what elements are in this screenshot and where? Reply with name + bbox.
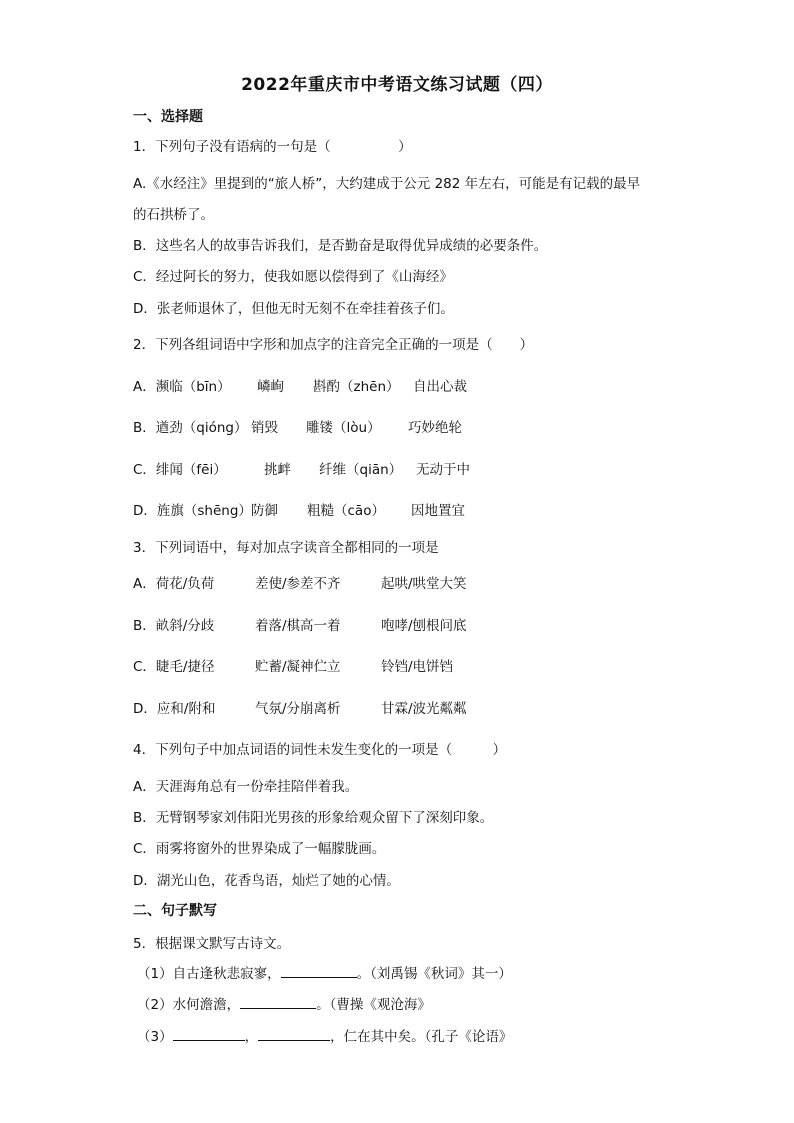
question-2-option-d [133, 499, 653, 517]
option-part: 巧妙绝轮 [408, 420, 462, 436]
question-5-line-2 [137, 993, 431, 1013]
question-3-option-a [133, 572, 653, 590]
question-1-option-b: B．这些名人的故事告诉我们，是否勤奋是取得优异成绩的必要条件。 [133, 238, 548, 254]
option-part: 防御 [251, 503, 278, 519]
line-text: （2）水何澹澹， [137, 997, 241, 1013]
line-text: （3） [137, 1029, 173, 1045]
option-part: B．畝斜/分歧 [133, 618, 215, 634]
question-4-option-c: C．雨雾将窗外的世界染成了一幅朦胧画。 [133, 841, 386, 857]
question-5-stem: 5．根据课文默写古诗文。 [133, 936, 291, 952]
option-part: 斟酌（zhēn） [313, 379, 400, 395]
option-part: 着落/棋高一着 [255, 618, 341, 634]
option-part: B．遒劲（qióng） [133, 420, 248, 436]
option-part: 贮蓄/凝神伫立 [255, 659, 341, 675]
question-4-option-b: B．无臂钢琴家刘伟阳光男孩的形象给观众留下了深刻印象。 [133, 810, 494, 826]
line-text: ， [244, 1029, 259, 1045]
line-text: 。（刘禹锡《秋词》其一） [356, 966, 512, 982]
question-3-option-b [133, 614, 653, 632]
question-1-option-a-cont: 的石拱桥了。 [133, 207, 214, 223]
option-part: D．应和/附和 [133, 701, 216, 717]
question-2-stem: 2．下列各组词语中字形和加点字的注音完全正确的一项是（ ） [133, 337, 534, 353]
line-text: 。（曹操《观沧海》 [316, 997, 431, 1013]
page-title: 2022年重庆市中考语文练习试题（四） [241, 75, 553, 95]
option-part: 嶙峋 [257, 379, 284, 395]
option-part: C．睫毛/捷径 [133, 659, 215, 675]
option-part: 咆哮/刨根问底 [381, 618, 467, 634]
option-part: 挑衅 [264, 462, 291, 478]
question-3-option-d [133, 697, 653, 715]
question-2-option-a [133, 375, 653, 393]
question-1-option-d: D．张老师退休了，但他无时无刻不在牵挂着孩子们。 [133, 301, 454, 317]
option-part: C．绯闻（fēi） [133, 462, 227, 478]
answer-blank[interactable] [240, 996, 316, 1009]
question-5-line-1 [137, 962, 512, 982]
answer-blank[interactable] [258, 1028, 330, 1041]
line-text: （1）自古逢秋悲寂寥， [137, 966, 281, 982]
option-part: 气氛/分崩离析 [255, 701, 341, 717]
option-part: A．濒临（bīn） [133, 379, 231, 395]
question-3-option-c [133, 655, 653, 673]
answer-blank[interactable] [281, 965, 357, 978]
section-heading-dictation: 二、句子默写 [133, 903, 217, 919]
question-4-option-d: D．湖光山色，花香鸟语，灿烂了她的心情。 [133, 873, 400, 889]
question-1-option-a: A.《水经注》里提到的“旅人桥”，大约建成于公元 282 年左右，可能是有记载的最早 [133, 176, 641, 192]
option-part: 差使/参差不齐 [255, 576, 341, 592]
question-2-option-c [133, 458, 653, 476]
option-part: A．荷花/负荷 [133, 576, 215, 592]
question-1-option-c: C．经过阿长的努力，使我如愿以偿得到了《山海经》 [133, 269, 453, 285]
question-5-line-3 [137, 1025, 512, 1045]
question-1-stem: 1．下列句子没有语病的一句是（ ） [133, 139, 412, 155]
option-part: 起哄/哄堂大笑 [381, 576, 467, 592]
option-part: D．旌旗（shēng） [133, 503, 252, 519]
question-4-stem: 4．下列句子中加点词语的词性未发生变化的一项是（ ） [133, 742, 507, 758]
option-part: 销毁 [251, 420, 278, 436]
option-part: 自出心裁 [413, 379, 467, 395]
question-2-option-b [133, 416, 653, 434]
question-3-stem: 3．下列词语中，每对加点字读音全都相同的一项是 [133, 540, 439, 556]
answer-blank[interactable] [173, 1028, 245, 1041]
option-part: 雕镂（lòu） [306, 420, 381, 436]
question-4-option-a: A．天涯海角总有一份牵挂陪伴着我。 [133, 779, 359, 795]
option-part: 无动于中 [416, 462, 470, 478]
line-text: ，仁在其中矣。（孔子《论语》 [330, 1029, 513, 1045]
section-heading-choice: 一、选择题 [133, 109, 203, 125]
option-part: 铃铛/电饼铛 [381, 659, 454, 675]
option-part: 粗糙（cāo） [307, 503, 385, 519]
option-part: 因地置宜 [411, 503, 465, 519]
option-part: 纤维（qiān） [319, 462, 403, 478]
option-part: 甘霖/波光粼粼 [381, 701, 467, 717]
